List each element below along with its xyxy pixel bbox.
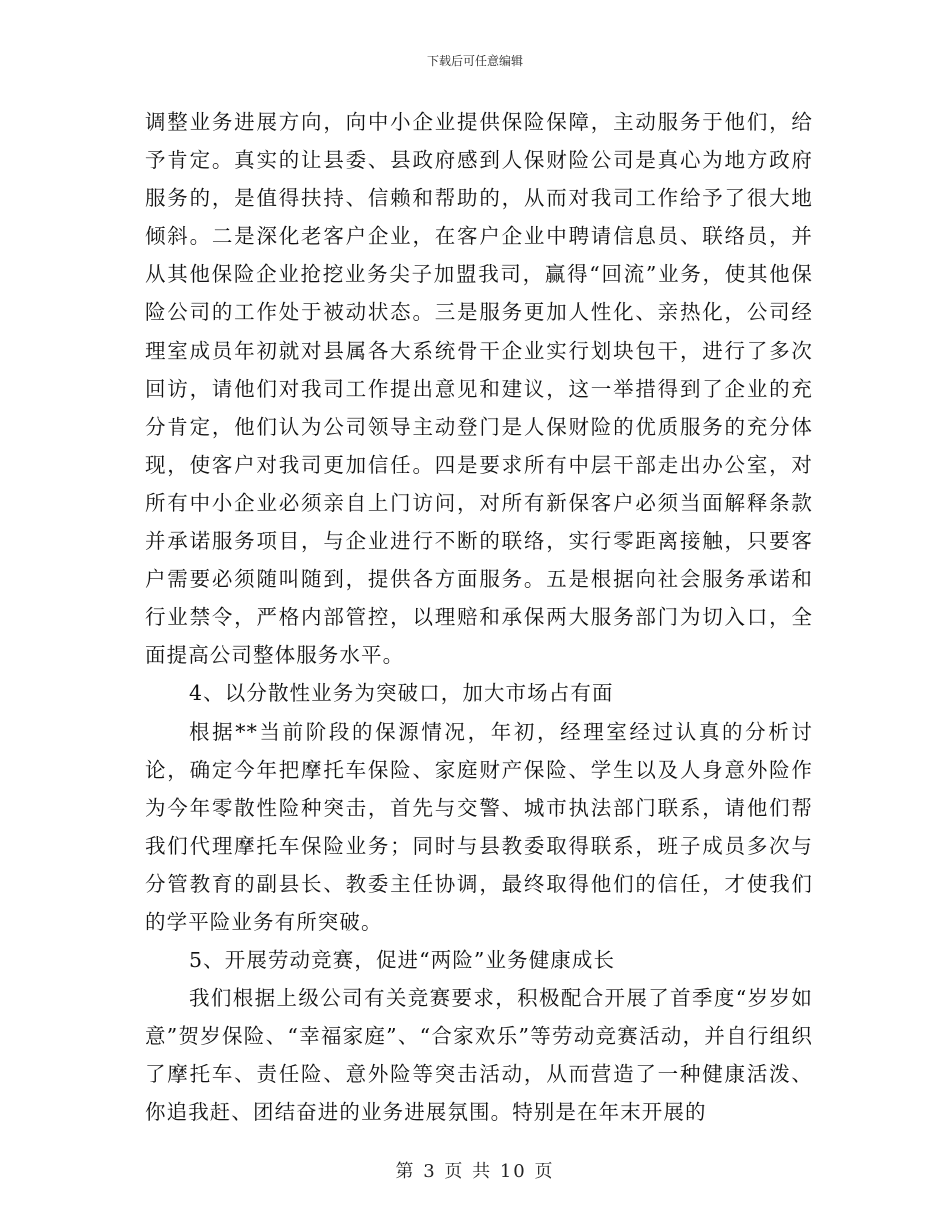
document-body <box>145 103 813 1132</box>
paragraph-scattered-business: 根据**当前阶段的保源情况，年初，经理室经过认真的分析讨论，确定今年把摩托车保险、家庭财产保险、学生以及人身意外险作为今年零散性险种突击，首先与交警、城市执法部门联系，请他们帮我们代理摩托车保险业务；同时与县教委取得联系，班子成员多次与分管教育的副县长、教委主任协调，最终取得他们的信任，才使我们的学平险业务有所突破。 <box>145 719 813 934</box>
paragraph-labor-competition: 我们根据上级公司有关竞赛要求，积极配合开展了首季度“岁岁如意”贺岁保险、“幸福家庭”、“合家欢乐”等劳动竞赛活动，并自行组织了摩托车、责任险、意外险等突击活动，从而营造了一种健康活泼、你追我赶、团结奋进的业务进展氛围。特别是在年末开展的 <box>145 986 813 1125</box>
section-heading-4: 4、以分散性业务为突破口，加大市场占有面 <box>189 681 614 706</box>
page-number-footer: 第 3 页 共 10 页 <box>395 1161 555 1182</box>
paragraph-service-measures: 调整业务进展方向，向中小企业提供保险保障，主动服务于他们，给予肯定。真实的让县委、县政府感到人保财险公司是真心为地方政府服务的，是值得扶持、信赖和帮助的，从而对我司工作给予了很大地倾斜。二是深化老客户企业，在客户企业中聘请信息员、联络员，并从其他保险企业抢挖业务尖子加盟我司，赢得“回流”业务，使其他保险公司的工作处于被动状态。三是服务更加人性化、亲热化，公司经理室成员年初就对县属各大系统骨干企业实行划块包干，进行了多次回访，请他们对我司工作提出意见和建议，这一举措得到了企业的充分肯定，他们认为公司领导主动登门是人保财险的优质服务的充分体现，使客户对我司更加信任。四是要求所有中层干部走出办公室，对所有中小企业必须亲自上门访问，对所有新保客户必须当面解释条款并承诺服务项目，与企业进行不断的联络，实行零距离接触，只要客户需要必须随叫随到，提供各方面服务。五是根据向社会服务承诺和行业禁令，严格内部管控，以理赔和承保两大服务部门为切入口，全面提高公司整体服务水平。 <box>145 110 813 668</box>
page-header: 下载后可任意编辑 <box>426 54 523 68</box>
section-heading-5: 5、开展劳动竞赛，促进“两险”业务健康成长 <box>189 948 616 973</box>
